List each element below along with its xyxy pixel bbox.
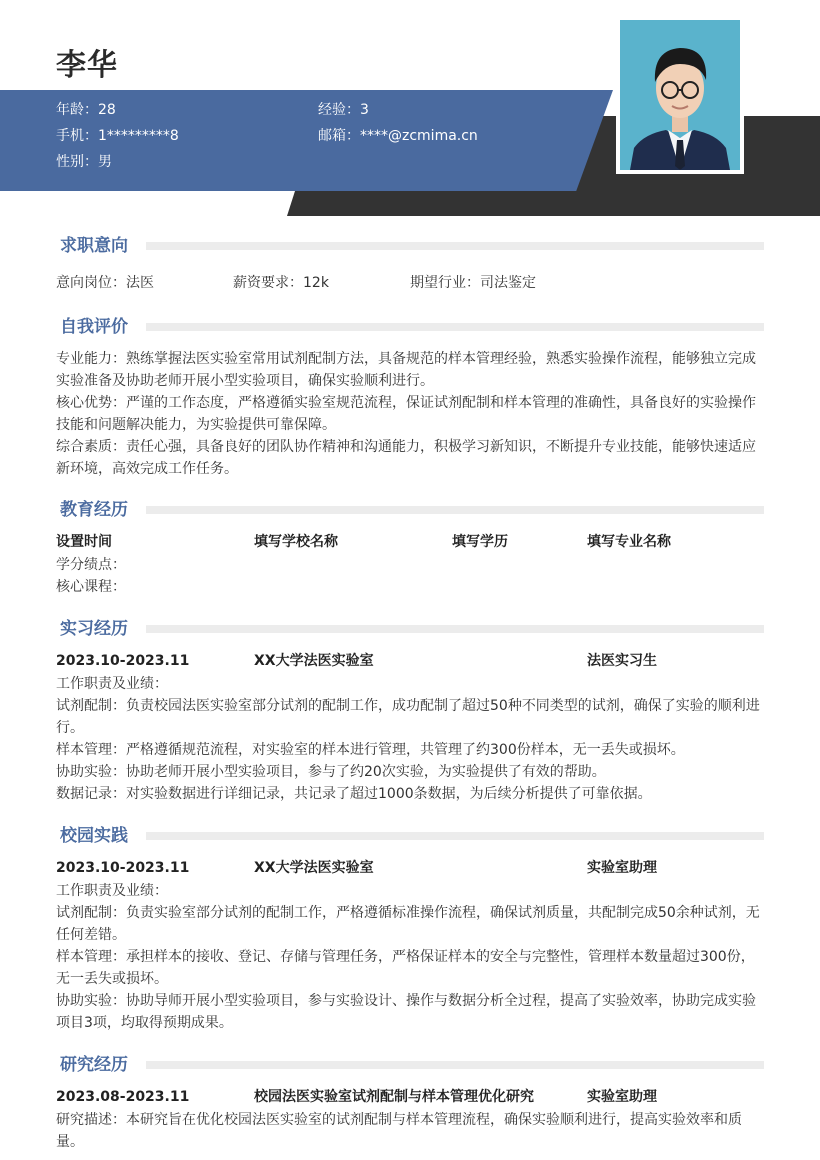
research-role: 实验室助理 — [587, 1089, 657, 1105]
section-divider — [146, 625, 764, 633]
text-line: 协助实验：协助导师开展小型实验项目，参与实验设计、操作与数据分析全过程，提高了实验效率，协助完成实验 — [56, 993, 756, 1009]
edu-gpa: 学分绩点： — [56, 557, 126, 573]
experience: 经验：3 — [318, 102, 369, 118]
text-line: 无一丢失或损坏。 — [56, 971, 168, 987]
expected-industry: 期望行业：司法鉴定 — [410, 275, 536, 291]
edu-courses: 核心课程： — [56, 579, 126, 595]
text-line: 项目3项，均取得预期成果。 — [56, 1015, 233, 1031]
text-line: 工作职责及业绩： — [56, 676, 168, 692]
section-divider — [146, 506, 764, 514]
section-title: 教育经历 — [60, 498, 138, 522]
text-line: 技能和问题解决能力，为实验提供可靠保障。 — [56, 417, 336, 433]
text-line: 数据记录：对实验数据进行详细记录，共记录了超过1000条数据，为后续分析提供了可靠依据。 — [56, 786, 652, 802]
section-internship — [56, 617, 764, 802]
section-campus-practice — [56, 824, 764, 1031]
research-project: 校园法医实验室试剂配制与样本管理优化研究 — [254, 1089, 534, 1105]
internship-org: XX大学法医实验室 — [254, 653, 374, 669]
edu-major: 填写专业名称 — [587, 534, 671, 550]
research-text — [56, 1109, 764, 1153]
section-self-evaluation — [56, 315, 764, 477]
campus-time: 2023.10-2023.11 — [56, 860, 190, 876]
text-line: 任何差错。 — [56, 927, 126, 943]
email: 邮箱：****@zcmima.cn — [318, 128, 478, 144]
section-title: 研究经历 — [60, 1053, 138, 1077]
section-divider — [146, 242, 764, 250]
campus-text — [56, 880, 764, 1034]
text-line: 试剂配制：负责校园法医实验室部分试剂的配制工作，成功配制了超过50种不同类型的试剂，确保了实验的顺利进 — [56, 698, 760, 714]
text-line: 新环境，高效完成工作任务。 — [56, 461, 238, 477]
age: 年龄：28 — [56, 102, 116, 118]
section-divider — [146, 1061, 764, 1069]
text-line: 核心优势：严谨的工作态度，严格遵循实验室规范流程，保证试剂配制和样本管理的准确性，具备良好的实验操作 — [56, 395, 756, 411]
text-line: 工作职责及业绩： — [56, 883, 168, 899]
internship-text — [56, 673, 764, 805]
salary-expectation: 薪资要求：12k — [233, 275, 329, 291]
text-line: 行。 — [56, 720, 84, 736]
edu-time: 设置时间 — [56, 534, 112, 550]
phone: 手机：1*********8 — [56, 128, 179, 144]
edu-school: 填写学校名称 — [254, 534, 338, 550]
section-title: 校园实践 — [60, 824, 138, 848]
edu-degree: 填写学历 — [452, 534, 508, 550]
self-eval-text — [56, 348, 764, 480]
intended-position: 意向岗位：法医 — [56, 275, 154, 291]
internship-time: 2023.10-2023.11 — [56, 653, 190, 669]
text-line: 研究描述：本研究旨在优化校园法医实验室的试剂配制与样本管理流程，确保实验顺利进行，提高实验效率和质 — [56, 1112, 742, 1128]
internship-role: 法医实习生 — [587, 653, 657, 669]
section-job-intent — [56, 234, 764, 291]
text-line: 协助实验：协助老师开展小型实验项目，参与了约20次实验，为实验提供了有效的帮助。 — [56, 764, 606, 780]
text-line: 综合素质：责任心强，具备良好的团队协作精神和沟通能力，积极学习新知识，不断提升专业技能，能够快速适应 — [56, 439, 756, 455]
gender: 性别：男 — [56, 154, 112, 170]
campus-role: 实验室助理 — [587, 860, 657, 876]
section-title: 求职意向 — [60, 234, 138, 258]
candidate-name: 李华 — [56, 48, 118, 83]
section-divider — [146, 832, 764, 840]
profile-photo-frame — [616, 16, 744, 174]
campus-org: XX大学法医实验室 — [254, 860, 374, 876]
section-research — [56, 1053, 764, 1150]
section-title: 自我评价 — [60, 315, 138, 339]
text-line: 量。 — [56, 1134, 84, 1150]
profile-photo — [620, 20, 740, 170]
section-divider — [146, 323, 764, 331]
section-education — [56, 498, 764, 595]
text-line: 专业能力：熟练掌握法医实验室常用试剂配制方法，具备规范的样本管理经验，熟悉实验操作流程，能够独立完成 — [56, 351, 756, 367]
research-time: 2023.08-2023.11 — [56, 1089, 190, 1105]
text-line: 试剂配制：负责实验室部分试剂的配制工作，严格遵循标准操作流程，确保试剂质量，共配制完成50余种试剂，无 — [56, 905, 760, 921]
text-line: 样本管理：严格遵循规范流程，对实验室的样本进行管理，共管理了约300份样本，无一丢失或损坏。 — [56, 742, 685, 758]
text-line: 样本管理：承担样本的接收、登记、存储与管理任务，严格保证样本的安全与完整性，管理样本数量超过300份， — [56, 949, 755, 965]
section-title: 实习经历 — [60, 617, 138, 641]
text-line: 实验准备及协助老师开展小型实验项目，确保实验顺利进行。 — [56, 373, 434, 389]
